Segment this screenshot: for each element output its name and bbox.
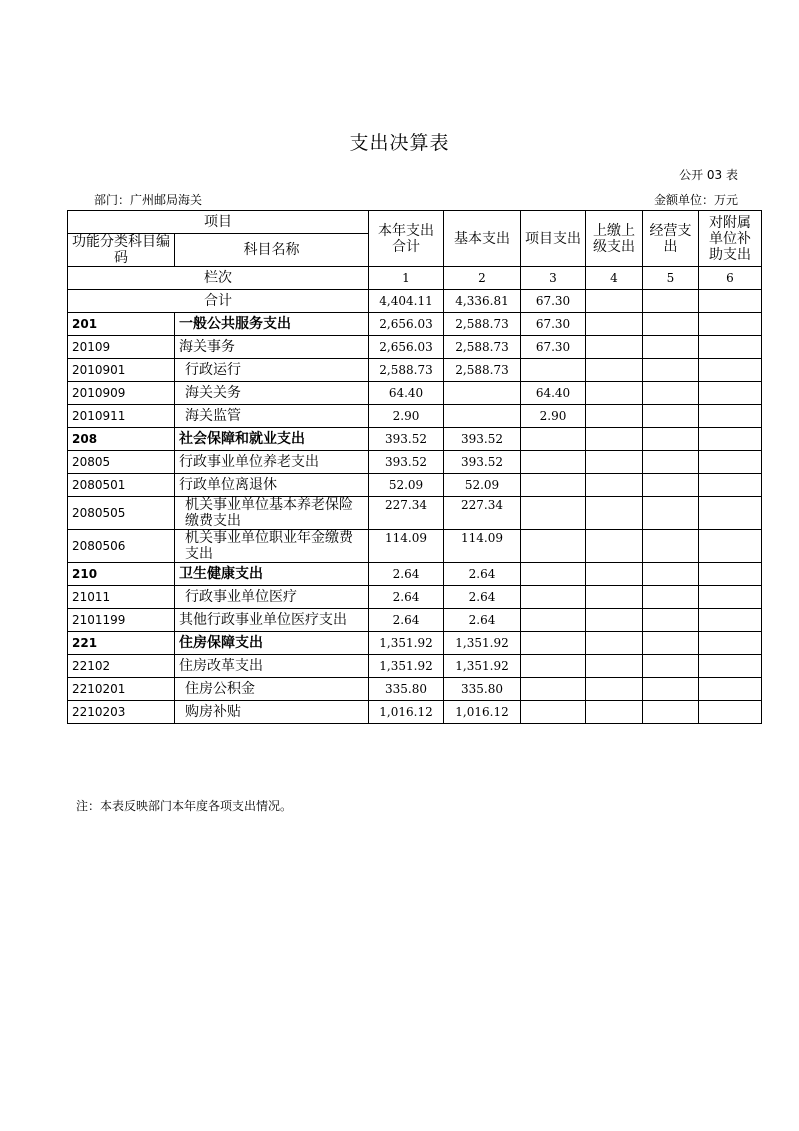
header-subject-name: 科目名称 [175, 234, 369, 267]
amount-cell: 2,588.73 [369, 359, 444, 382]
subject-name-cell: 住房公积金 [175, 678, 369, 701]
total-label: 合计 [68, 290, 369, 313]
amount-cell: 67.30 [521, 313, 586, 336]
column-index-cell: 2 [444, 267, 521, 290]
amount-cell: 1,351.92 [369, 655, 444, 678]
amount-cell [586, 586, 643, 609]
amount-cell [586, 632, 643, 655]
amount-cell [643, 678, 699, 701]
amount-cell [586, 382, 643, 405]
amount-cell [643, 655, 699, 678]
amount-cell [521, 655, 586, 678]
column-index-row [68, 267, 762, 290]
department-label: 部门：广州邮局海关 [94, 193, 203, 207]
subject-code-cell: 2010911 [68, 405, 175, 428]
amount-cell: 1,351.92 [369, 632, 444, 655]
amount-cell [643, 428, 699, 451]
expenditure-table [67, 210, 762, 724]
subject-name-cell: 其他行政事业单位医疗支出 [175, 609, 369, 632]
amount-cell [643, 474, 699, 497]
column-index-cell: 6 [699, 267, 762, 290]
amount-cell [521, 451, 586, 474]
amount-cell: 2.64 [369, 609, 444, 632]
table-row [68, 609, 762, 632]
subject-code-cell: 2101199 [68, 609, 175, 632]
amount-cell [699, 474, 762, 497]
amount-cell [699, 701, 762, 724]
subject-code-cell: 20805 [68, 451, 175, 474]
table-row [68, 382, 762, 405]
subject-code-cell: 221 [68, 632, 175, 655]
total-value: 67.30 [521, 290, 586, 313]
table-row [68, 678, 762, 701]
header-col-6: 对附属单位补助支出 [699, 211, 762, 267]
amount-cell [586, 701, 643, 724]
amount-cell: 393.52 [444, 451, 521, 474]
amount-cell [586, 451, 643, 474]
amount-cell [521, 563, 586, 586]
amount-cell: 2,656.03 [369, 313, 444, 336]
amount-cell: 335.80 [369, 678, 444, 701]
amount-cell [699, 428, 762, 451]
amount-cell: 1,016.12 [369, 701, 444, 724]
amount-cell: 2.64 [444, 563, 521, 586]
table-row [68, 359, 762, 382]
table-row [68, 632, 762, 655]
amount-cell [699, 382, 762, 405]
total-value [586, 290, 643, 313]
subject-code-cell: 210 [68, 563, 175, 586]
amount-cell: 1,351.92 [444, 655, 521, 678]
amount-cell [586, 359, 643, 382]
table-row [68, 428, 762, 451]
total-value [699, 290, 762, 313]
column-index-cell: 1 [369, 267, 444, 290]
amount-cell [699, 497, 762, 530]
amount-cell [699, 530, 762, 563]
amount-cell [643, 405, 699, 428]
amount-cell [699, 655, 762, 678]
subject-name-cell: 住房保障支出 [175, 632, 369, 655]
amount-cell: 1,351.92 [444, 632, 521, 655]
amount-cell [643, 313, 699, 336]
unit-label: 金额单位：万元 [653, 193, 738, 207]
amount-cell [521, 609, 586, 632]
amount-cell [586, 678, 643, 701]
amount-cell [643, 451, 699, 474]
header-col-4: 上缴上级支出 [586, 211, 643, 267]
table-row [68, 701, 762, 724]
amount-cell [444, 405, 521, 428]
subject-name-cell: 社会保障和就业支出 [175, 428, 369, 451]
amount-cell [444, 382, 521, 405]
page-title: 支出决算表 [349, 132, 450, 154]
table-row [68, 451, 762, 474]
subject-code-cell: 21011 [68, 586, 175, 609]
amount-cell [521, 632, 586, 655]
amount-cell [586, 405, 643, 428]
amount-cell: 335.80 [444, 678, 521, 701]
subject-code-cell: 2080506 [68, 530, 175, 563]
amount-cell: 2,588.73 [444, 313, 521, 336]
amount-cell: 2.90 [369, 405, 444, 428]
table-row [68, 497, 762, 530]
amount-cell: 67.30 [521, 336, 586, 359]
amount-cell [586, 313, 643, 336]
amount-cell: 227.34 [369, 497, 444, 530]
header-item: 项目 [68, 211, 369, 234]
subject-code-cell: 20109 [68, 336, 175, 359]
amount-cell [521, 530, 586, 563]
amount-cell: 64.40 [521, 382, 586, 405]
amount-cell [521, 678, 586, 701]
subject-code-cell: 2080501 [68, 474, 175, 497]
total-value: 4,336.81 [444, 290, 521, 313]
amount-cell [586, 428, 643, 451]
table-row [68, 655, 762, 678]
amount-cell [699, 563, 762, 586]
amount-cell [699, 451, 762, 474]
subject-name-cell: 卫生健康支出 [175, 563, 369, 586]
amount-cell [521, 586, 586, 609]
subject-name-cell: 购房补贴 [175, 701, 369, 724]
form-number: 公开 03 表 [679, 168, 738, 182]
amount-cell: 114.09 [444, 530, 521, 563]
amount-cell [521, 474, 586, 497]
amount-cell: 393.52 [369, 451, 444, 474]
amount-cell [699, 405, 762, 428]
amount-cell [586, 563, 643, 586]
table-row [68, 313, 762, 336]
subject-name-cell: 一般公共服务支出 [175, 313, 369, 336]
subject-code-cell: 2210201 [68, 678, 175, 701]
amount-cell [643, 563, 699, 586]
table-row [68, 474, 762, 497]
column-index-cell: 3 [521, 267, 586, 290]
amount-cell [521, 701, 586, 724]
table-row [68, 405, 762, 428]
amount-cell [643, 530, 699, 563]
footnote: 注：本表反映部门本年度各项支出情况。 [76, 799, 293, 813]
subject-code-cell: 208 [68, 428, 175, 451]
amount-cell: 2.64 [444, 609, 521, 632]
column-index-cell: 5 [643, 267, 699, 290]
header-col-3: 项目支出 [521, 211, 586, 267]
amount-cell: 64.40 [369, 382, 444, 405]
amount-cell [586, 497, 643, 530]
amount-cell: 52.09 [444, 474, 521, 497]
amount-cell: 2,656.03 [369, 336, 444, 359]
subject-name-cell: 行政事业单位医疗 [175, 586, 369, 609]
amount-cell: 114.09 [369, 530, 444, 563]
amount-cell [643, 359, 699, 382]
amount-cell [699, 359, 762, 382]
amount-cell: 227.34 [444, 497, 521, 530]
subject-name-cell: 行政事业单位养老支出 [175, 451, 369, 474]
amount-cell [586, 609, 643, 632]
amount-cell [699, 586, 762, 609]
amount-cell: 393.52 [369, 428, 444, 451]
amount-cell [643, 586, 699, 609]
header-col-1: 本年支出合计 [369, 211, 444, 267]
amount-cell: 52.09 [369, 474, 444, 497]
table-row [68, 530, 762, 563]
amount-cell [699, 609, 762, 632]
amount-cell [643, 497, 699, 530]
table-row [68, 586, 762, 609]
amount-cell [586, 336, 643, 359]
amount-cell [521, 359, 586, 382]
amount-cell [699, 678, 762, 701]
table-row [68, 563, 762, 586]
subject-name-cell: 海关事务 [175, 336, 369, 359]
subject-name-cell: 行政单位离退休 [175, 474, 369, 497]
amount-cell: 2.64 [369, 563, 444, 586]
amount-cell: 2.64 [444, 586, 521, 609]
amount-cell [586, 530, 643, 563]
column-index-label: 栏次 [68, 267, 369, 290]
subject-code-cell: 2080505 [68, 497, 175, 530]
subject-name-cell: 海关监管 [175, 405, 369, 428]
total-value: 4,404.11 [369, 290, 444, 313]
total-value [643, 290, 699, 313]
amount-cell [586, 474, 643, 497]
subject-name-cell: 住房改革支出 [175, 655, 369, 678]
amount-cell: 2,588.73 [444, 336, 521, 359]
amount-cell [699, 313, 762, 336]
table-row [68, 336, 762, 359]
subject-name-cell: 机关事业单位职业年金缴费支出 [175, 530, 369, 563]
subject-name-cell: 机关事业单位基本养老保险缴费支出 [175, 497, 369, 530]
subject-code-cell: 22102 [68, 655, 175, 678]
amount-cell [521, 497, 586, 530]
amount-cell [643, 632, 699, 655]
subject-code-cell: 2010901 [68, 359, 175, 382]
amount-cell: 2.90 [521, 405, 586, 428]
header-row-top [68, 211, 762, 234]
subject-code-cell: 2010909 [68, 382, 175, 405]
subject-name-cell: 海关关务 [175, 382, 369, 405]
amount-cell: 2.64 [369, 586, 444, 609]
subject-code-cell: 2210203 [68, 701, 175, 724]
amount-cell: 393.52 [444, 428, 521, 451]
amount-cell: 2,588.73 [444, 359, 521, 382]
amount-cell [586, 655, 643, 678]
column-index-cell: 4 [586, 267, 643, 290]
header-col-5: 经营支出 [643, 211, 699, 267]
amount-cell [643, 701, 699, 724]
amount-cell [699, 336, 762, 359]
amount-cell [699, 632, 762, 655]
amount-cell [521, 428, 586, 451]
header-col-2: 基本支出 [444, 211, 521, 267]
header-func-code: 功能分类科目编码 [68, 234, 175, 267]
amount-cell [643, 609, 699, 632]
subject-code-cell: 201 [68, 313, 175, 336]
total-row [68, 290, 762, 313]
amount-cell [643, 382, 699, 405]
amount-cell: 1,016.12 [444, 701, 521, 724]
subject-name-cell: 行政运行 [175, 359, 369, 382]
amount-cell [643, 336, 699, 359]
